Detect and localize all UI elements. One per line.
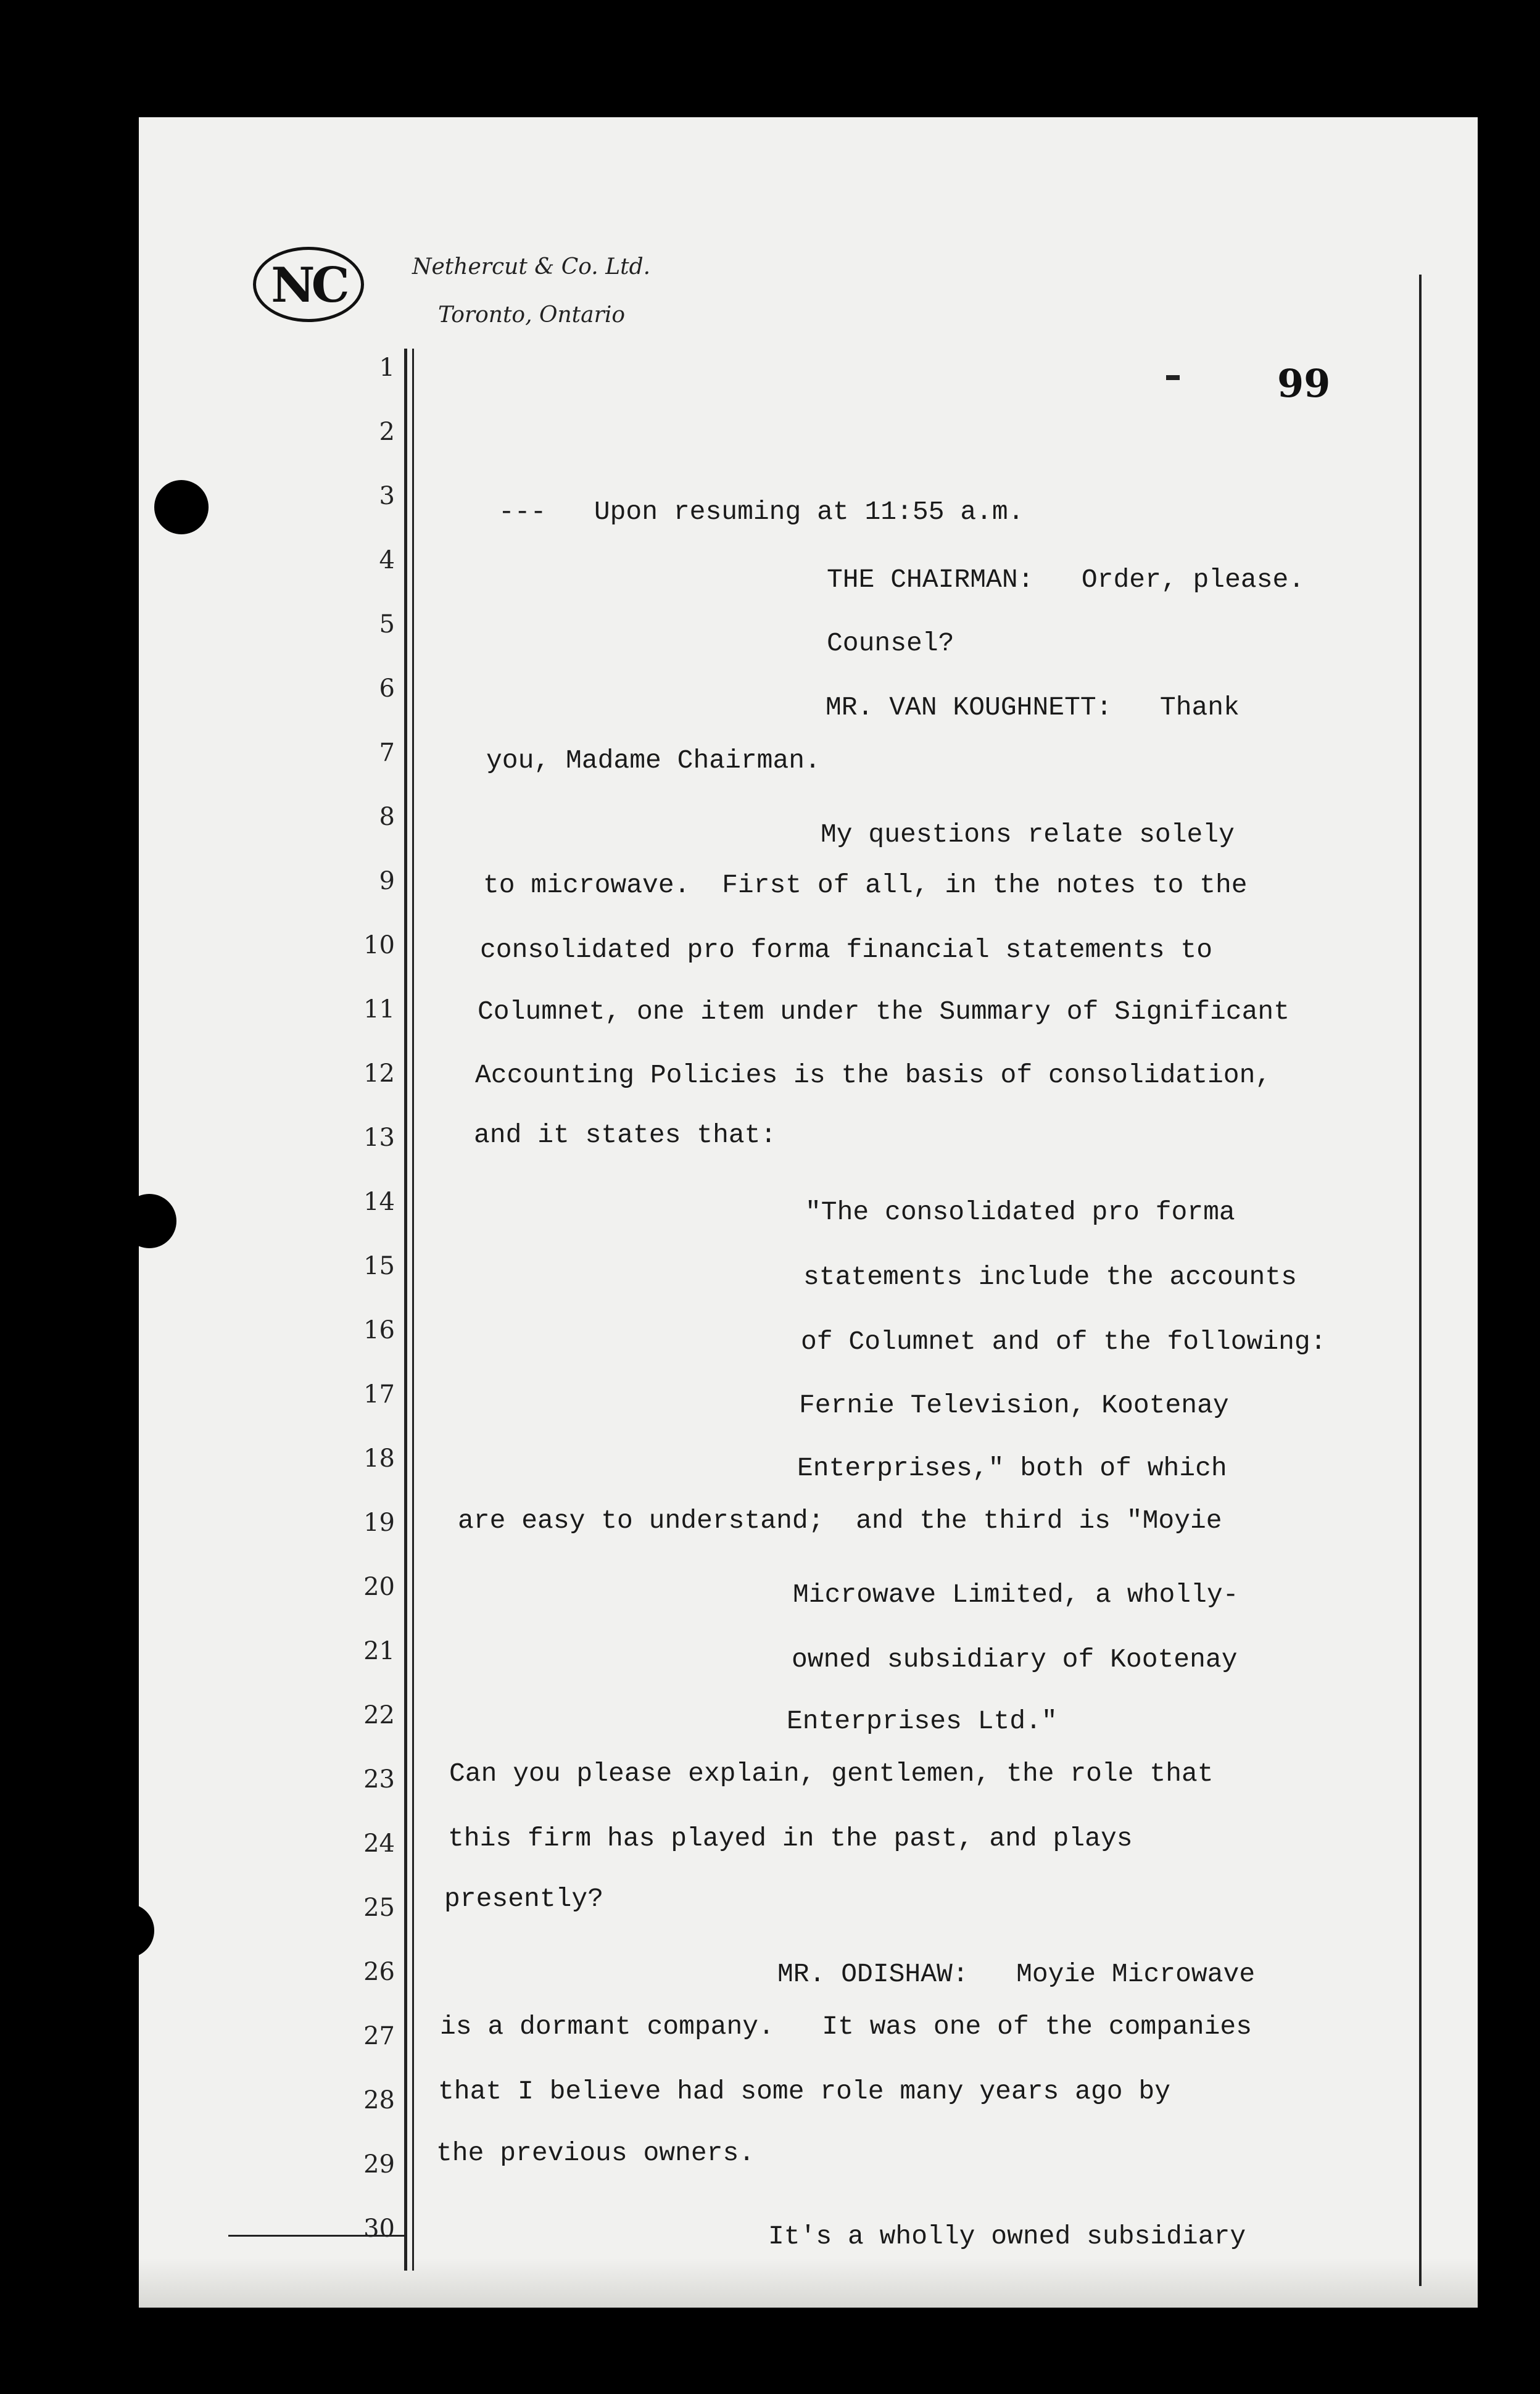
punch-hole-top <box>154 480 209 534</box>
line-number: 20 <box>363 1573 395 1601</box>
transcript-line: and it states that: <box>474 1120 777 1150</box>
page-bottom-shadow <box>139 2258 1478 2308</box>
transcript-line: owned subsidiary of Kootenay <box>792 1644 1238 1675</box>
transcript-line: THE CHAIRMAN: Order, please. <box>827 565 1305 595</box>
line-number: 29 <box>363 2150 395 2179</box>
line-number: 30 <box>363 2214 395 2243</box>
transcript-line: is a dormant company. It was one of the companies <box>440 2011 1252 2042</box>
transcript-line: Accounting Policies is the basis of consolidation, <box>475 1060 1272 1090</box>
transcript-line: statements include the accounts <box>803 1262 1297 1292</box>
firm-logo: NC <box>253 247 364 322</box>
line-number: 23 <box>363 1765 395 1794</box>
line-number: 3 <box>379 482 395 510</box>
line-number: 10 <box>363 931 395 959</box>
line-number: 9 <box>379 867 395 895</box>
page-mark <box>1166 375 1180 380</box>
line-number: 6 <box>379 674 395 703</box>
line-number: 4 <box>379 546 395 574</box>
transcript-line: you, Madame Chairman. <box>486 745 821 776</box>
line-number: 21 <box>363 1637 395 1665</box>
line-number: 5 <box>379 610 395 639</box>
line-number: 28 <box>363 2086 395 2114</box>
transcript-line: the previous owners. <box>436 2138 755 2168</box>
transcript-line: MR. VAN KOUGHNETT: Thank <box>826 692 1240 723</box>
line-number: 22 <box>363 1701 395 1729</box>
line-number: 17 <box>363 1380 395 1409</box>
line-number: 1 <box>379 354 395 382</box>
line-number: 18 <box>363 1444 395 1473</box>
transcript-line: Counsel? <box>827 628 954 658</box>
transcript-line: that I believe had some role many years ago by <box>438 2076 1170 2106</box>
transcript-line: Columnet, one item under the Summary of Significant <box>478 996 1290 1027</box>
margin-rule-left-inner <box>412 349 414 2271</box>
punch-hole-middle <box>122 1194 176 1248</box>
line-number: 24 <box>363 1829 395 1858</box>
transcript-line: MR. ODISHAW: Moyie Microwave <box>777 1959 1256 1989</box>
transcript-line: --- Upon resuming at 11:55 a.m. <box>499 497 1024 527</box>
transcript-line: "The consolidated pro forma <box>805 1197 1235 1227</box>
transcript-line: Enterprises," both of which <box>797 1453 1227 1483</box>
transcript-line: Enterprises Ltd." <box>787 1706 1058 1736</box>
firm-name: Nethercut & Co. Ltd. <box>412 254 651 280</box>
transcript-line: Can you please explain, gentlemen, the role that <box>449 1758 1214 1789</box>
transcript-line: It's a wholly owned subsidiary <box>768 2221 1246 2251</box>
transcript-line: this firm has played in the past, and plays <box>448 1823 1133 1853</box>
punch-hole-bottom <box>100 1903 154 1958</box>
line-number: 8 <box>379 803 395 831</box>
line-number: 25 <box>363 1894 395 1922</box>
line-number: 19 <box>363 1509 395 1537</box>
firm-city: Toronto, Ontario <box>438 302 626 328</box>
transcript-line: to microwave. First of all, in the notes to the <box>483 870 1248 900</box>
line-number: 16 <box>363 1316 395 1344</box>
transcript-line: of Columnet and of the following: <box>801 1327 1327 1357</box>
transcript-line: My questions relate solely <box>821 819 1235 850</box>
transcript-line: are easy to understand; and the third is "Moyie <box>458 1506 1222 1536</box>
line-number: 12 <box>363 1059 395 1088</box>
transcript-line: Microwave Limited, a wholly- <box>793 1580 1239 1610</box>
line-number: 26 <box>363 1958 395 1986</box>
transcript-line: consolidated pro forma financial statements to <box>480 935 1212 965</box>
margin-rule-left <box>404 349 407 2271</box>
line-number: 7 <box>379 739 395 767</box>
line-number: 13 <box>363 1124 395 1152</box>
page-number: 99 <box>1277 361 1331 406</box>
line-number: 11 <box>363 995 395 1024</box>
transcript-line: presently? <box>444 1884 604 1914</box>
line-number: 14 <box>363 1188 395 1216</box>
line-number: 27 <box>363 2022 395 2050</box>
line-number: 15 <box>363 1252 395 1280</box>
transcript-line: Fernie Television, Kootenay <box>799 1390 1229 1420</box>
line-number: 2 <box>379 418 395 446</box>
margin-rule-right <box>1419 275 1422 2286</box>
